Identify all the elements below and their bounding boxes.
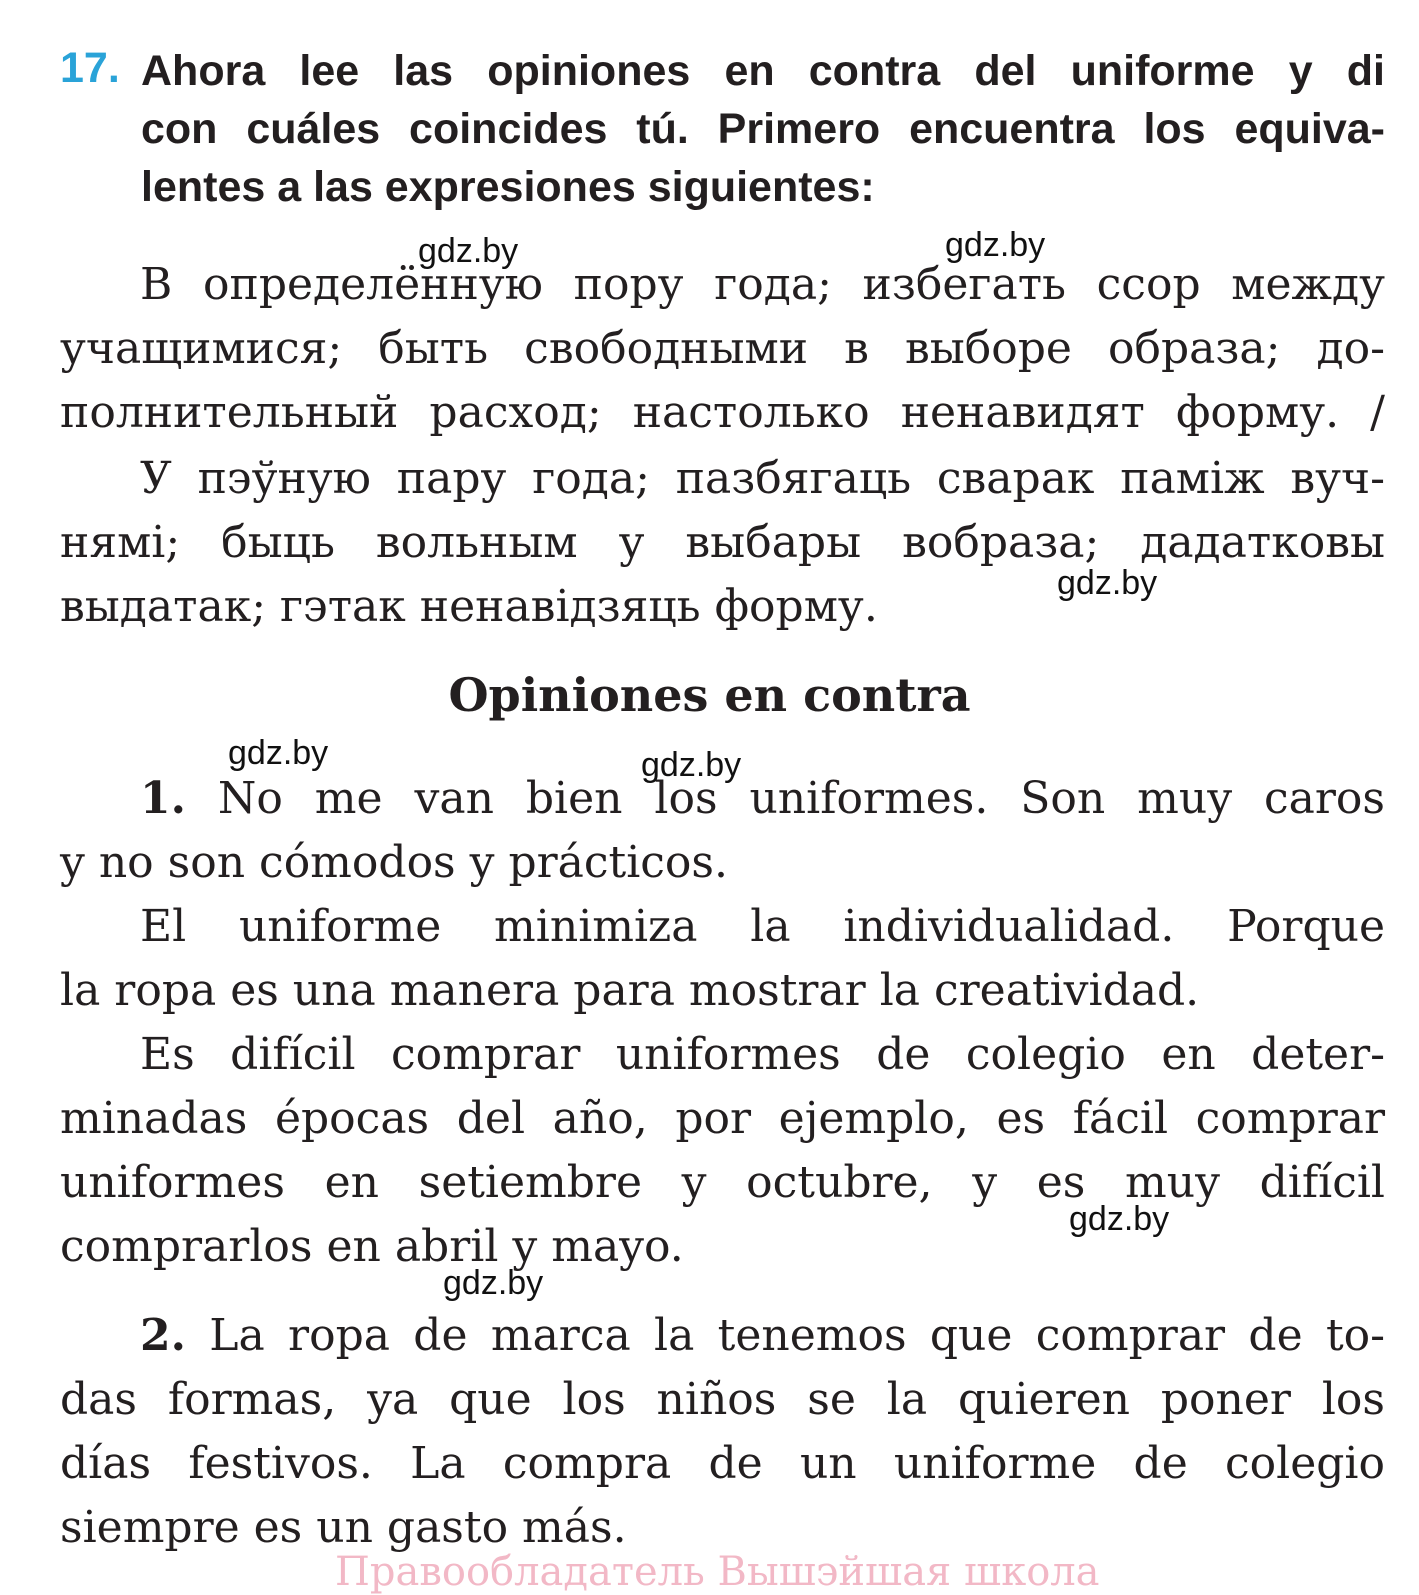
opinion-2-line: siempre es un gasto más.	[60, 1502, 627, 1553]
opinion-1	[60, 767, 1385, 1279]
russian-line: полнительный расход; настолько ненавидят форму. /	[60, 387, 1385, 438]
opinion-2-text: La ropa de marca la tenemos que comprar de to-	[185, 1310, 1385, 1361]
opinion-1-line: la ropa es una manera para mostrar la creatividad.	[60, 965, 1200, 1016]
exercise-number: 17.	[60, 44, 120, 92]
opinion-1-line: uniformes en setiembre y octubre, y es muy difícil	[60, 1157, 1385, 1208]
opinion-2-line: das formas, ya que los niños se la quieren poner los	[60, 1374, 1385, 1425]
russian-line: В определённую пору года; избегать ссор между	[140, 259, 1385, 310]
watermark: gdz.by	[1057, 564, 1158, 602]
opinion-2-line	[60, 1304, 1385, 1368]
opinion-1-line: Es difícil comprar uniformes de colegio en deter-	[140, 1029, 1385, 1080]
opinion-1-number: 1.	[140, 773, 186, 824]
belarusian-expressions	[60, 447, 1385, 639]
belarusian-line: выдатак; гэтак ненавідзяць форму.	[60, 581, 878, 632]
opinion-1-line: comprarlos en abril y mayo.	[60, 1221, 684, 1272]
russian-expressions	[60, 253, 1385, 445]
opinion-1-text: No me van bien los uniformes. Son muy caros	[185, 773, 1385, 824]
belarusian-line: нямі; быць вольным у выбары вобраза; дадатковы	[60, 517, 1385, 568]
opinion-1-line: y no son cómodos y prácticos.	[60, 837, 728, 888]
opinion-1-line: El uniforme minimiza la individualidad. Porque	[140, 901, 1385, 952]
exercise-task	[141, 42, 1385, 216]
task-line: con cuáles coincides tú. Primero encuentra los equiva-	[141, 105, 1385, 153]
belarusian-line: У пэўную пару года; пазбягаць сварак паміж вуч-	[140, 453, 1385, 504]
watermark: gdz.by	[443, 1264, 544, 1302]
task-line: lentes a las expresiones siguientes:	[141, 163, 875, 211]
section-title: Opiniones en contra	[448, 668, 971, 722]
copyright-watermark: Правообладатель Вышэйшая школа	[335, 1549, 1100, 1595]
task-line: Ahora lee las opiniones en contra del uniforme y di	[141, 47, 1385, 95]
watermark: gdz.by	[1069, 1200, 1170, 1238]
opinion-2	[60, 1304, 1385, 1560]
russian-line: учащимися; быть свободными в выборе образа; до-	[60, 323, 1385, 374]
opinion-1-line: minadas épocas del año, por ejemplo, es fácil comprar	[60, 1093, 1385, 1144]
watermark: gdz.by	[945, 226, 1046, 264]
opinion-2-number: 2.	[140, 1310, 186, 1361]
opinion-2-line: días festivos. La compra de un uniforme de colegio	[60, 1438, 1385, 1489]
watermark: gdz.by	[418, 232, 519, 270]
watermark: gdz.by	[228, 734, 329, 772]
watermark: gdz.by	[641, 746, 742, 784]
